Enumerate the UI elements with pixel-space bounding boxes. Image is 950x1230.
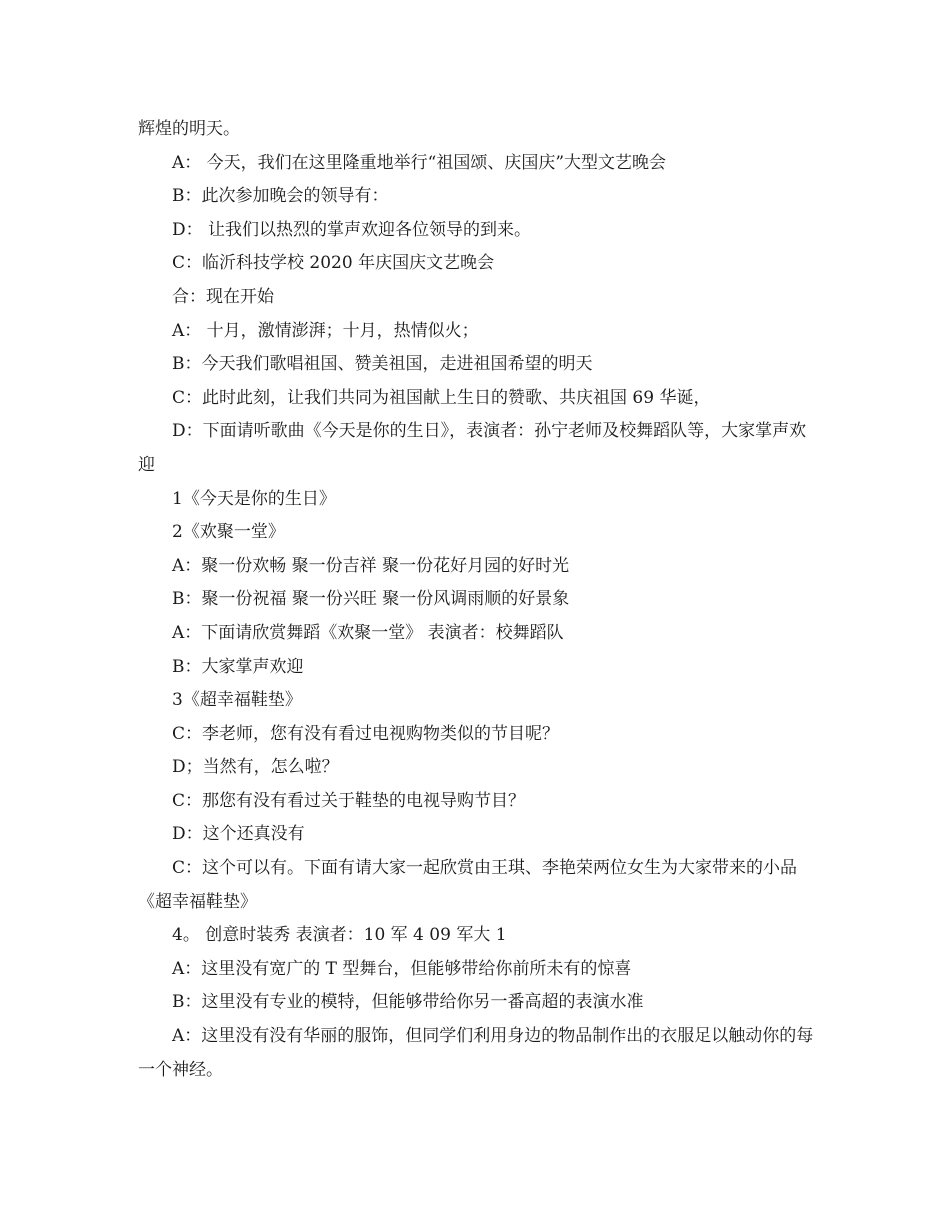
paragraph: C：李老师，您有没有看过电视购物类似的节目呢？ [172,723,560,744]
paragraph: C：临沂科技学校 2020 年庆国庆文艺晚会 [172,253,495,274]
paragraph: A： 今天，我们在这里隆重地举行“祖国颂、庆国庆”大型文艺晚会 [172,152,667,173]
paragraph: 3《超幸福鞋垫》 [172,690,302,711]
paragraph: A：这里没有没有华丽的服饰，但同学们利用身边的物品制作出的衣服足以触动你的每一个神经。 [138,1026,814,1080]
paragraph: 2《欢聚一堂》 [172,522,285,543]
paragraph: C：那您有没有看过关于鞋垫的电视导购节目？ [172,790,526,811]
paragraph: 辉煌的明天。 [138,119,240,139]
paragraph: 1《今天是你的生日》 [172,488,336,509]
paragraph: B：聚一份祝福 聚一份兴旺 聚一份风调雨顺的好景象 [172,589,570,610]
paragraph: B：今天我们歌唱祖国、赞美祖国，走进祖国希望的明天 [172,354,593,375]
paragraph: A：下面请欣赏舞蹈《欢聚一堂》 表演者：校舞蹈队 [172,622,564,643]
paragraph: B：大家掌声欢迎 [172,656,304,677]
paragraph: D：这个还真没有 [172,824,305,845]
document-body [138,113,818,1087]
paragraph: D：下面请听歌曲《今天是你的生日》，表演者：孙宁老师及校舞蹈队等，大家掌声欢迎 [138,421,807,475]
paragraph: C：此时此刻，让我们共同为祖国献上生日的赞歌、共庆祖国 69 华诞， [172,387,711,408]
paragraph: A：这里没有宽广的 T 型舞台，但能够带给你前所未有的惊喜 [172,958,632,979]
paragraph: 4。 创意时装秀 表演者：10 军 4 09 军大 1 [172,925,507,946]
paragraph: D： 让我们以热烈的掌声欢迎各位领导的到来。 [172,219,532,240]
paragraph: B：此次参加晚会的领导有： [172,186,389,207]
paragraph: A： 十月，激情澎湃；十月，热情似火； [172,320,479,341]
paragraph: B：这里没有专业的模特，但能够带给你另一番高超的表演水准 [172,992,644,1013]
paragraph: D；当然有，怎么啦？ [172,757,339,778]
paragraph: A：聚一份欢畅 聚一份吉祥 聚一份花好月园的好时光 [172,555,570,576]
paragraph: 合：现在开始 [172,286,274,307]
paragraph: C：这个可以有。下面有请大家一起欣赏由王琪、李艳荣两位女生为大家带来的小品《超幸福鞋垫》 [138,858,798,912]
